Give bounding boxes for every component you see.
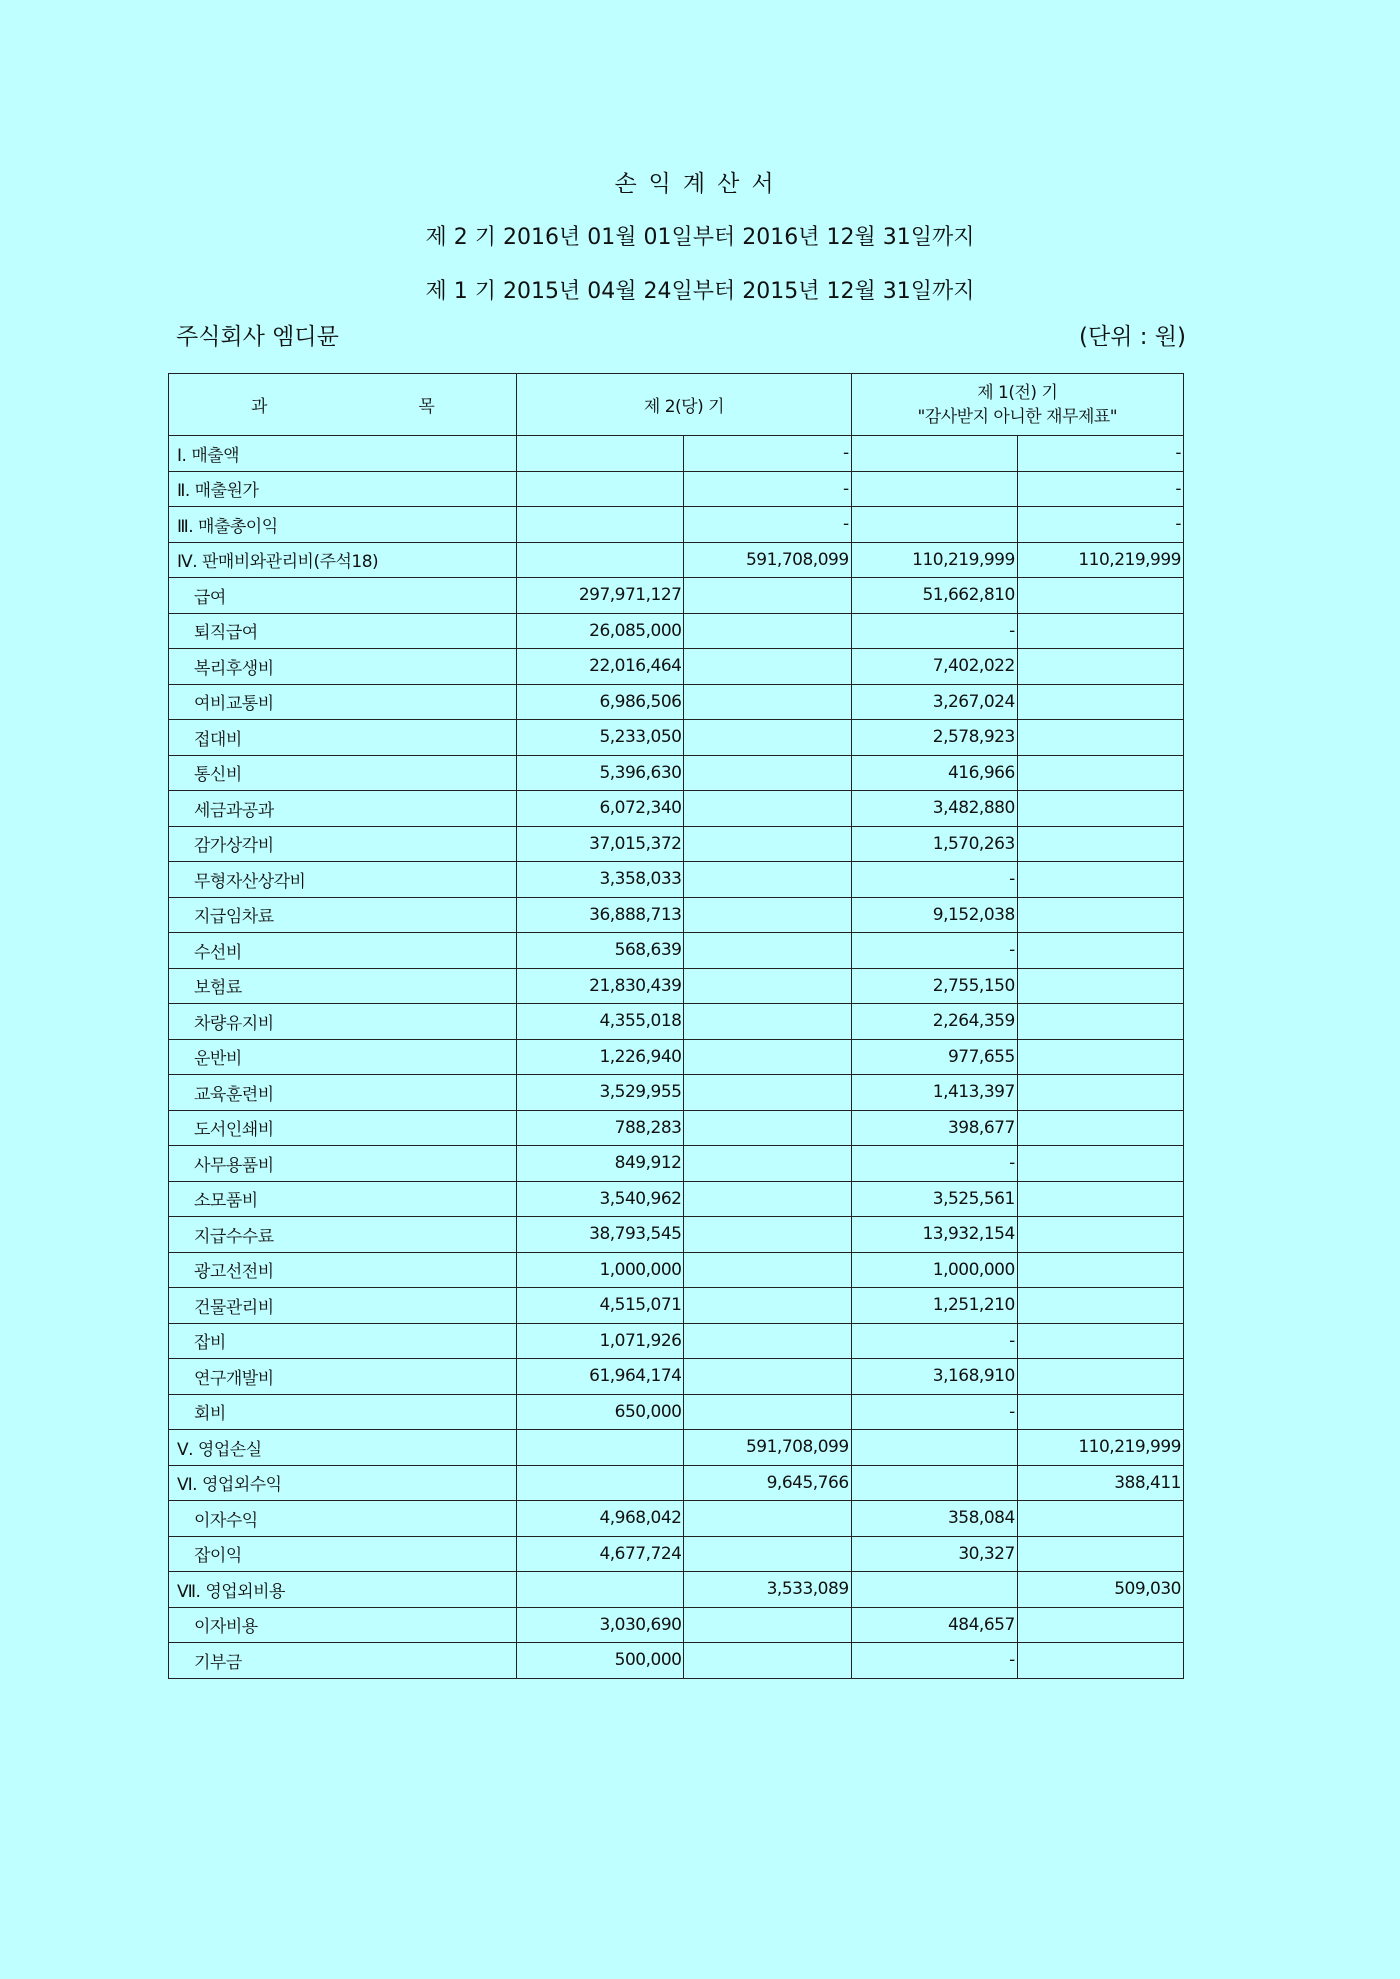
- prior-total-cell: [1017, 1075, 1183, 1111]
- current-detail-cell: 4,355,018: [517, 1004, 684, 1040]
- account-name-cell: 지급수수료: [169, 1217, 517, 1253]
- prior-total-cell: [1017, 1110, 1183, 1146]
- current-total-cell: 591,708,099: [684, 1430, 851, 1466]
- period-prior: 제 1 기 2015년 04월 24일부터 2015년 12월 31일까지: [425, 279, 975, 304]
- account-name-cell: 통신비: [169, 755, 517, 791]
- current-detail-cell: 788,283: [517, 1110, 684, 1146]
- account-name-cell: 교육훈련비: [169, 1075, 517, 1111]
- account-name-cell: 접대비: [169, 720, 517, 756]
- table-row: [169, 1288, 1184, 1324]
- header-prior-period: [851, 374, 1183, 436]
- account-name-cell: Ⅶ. 영업외비용: [169, 1572, 517, 1608]
- prior-total-cell: 388,411: [1017, 1465, 1183, 1501]
- table-row: [169, 1643, 1184, 1679]
- current-total-cell: [684, 720, 851, 756]
- prior-detail-cell: 13,932,154: [851, 1217, 1017, 1253]
- account-name-cell: 운반비: [169, 1039, 517, 1075]
- header-prior-line1: 제 1(전) 기: [977, 382, 1058, 403]
- prior-detail-cell: 110,219,999: [851, 542, 1017, 578]
- prior-detail-cell: 1,570,263: [851, 826, 1017, 862]
- current-total-cell: [684, 1075, 851, 1111]
- prior-total-cell: 110,219,999: [1017, 1430, 1183, 1466]
- prior-detail-cell: 9,152,038: [851, 897, 1017, 933]
- prior-total-cell: [1017, 968, 1183, 1004]
- prior-detail-cell: [851, 1572, 1017, 1608]
- header-current-period: 제 2(당) 기: [517, 374, 851, 436]
- table-row: [169, 968, 1184, 1004]
- current-total-cell: [684, 1039, 851, 1075]
- prior-total-cell: [1017, 684, 1183, 720]
- prior-total-cell: [1017, 1536, 1183, 1572]
- current-detail-cell: 1,071,926: [517, 1323, 684, 1359]
- current-total-cell: [684, 1288, 851, 1324]
- prior-detail-cell: 30,327: [851, 1536, 1017, 1572]
- prior-total-cell: [1017, 1039, 1183, 1075]
- current-total-cell: [684, 826, 851, 862]
- prior-detail-cell: -: [851, 1394, 1017, 1430]
- table-row: [169, 1004, 1184, 1040]
- prior-detail-cell: 358,084: [851, 1501, 1017, 1537]
- header-prior-line2: "감사받지 아니한 재무제표": [917, 406, 1118, 427]
- table-body: [169, 436, 1184, 1679]
- account-name-cell: 세금과공과: [169, 791, 517, 827]
- current-total-cell: [684, 755, 851, 791]
- prior-total-cell: [1017, 826, 1183, 862]
- prior-detail-cell: 398,677: [851, 1110, 1017, 1146]
- table-row: [169, 1217, 1184, 1253]
- prior-total-cell: [1017, 613, 1183, 649]
- prior-detail-cell: 1,000,000: [851, 1252, 1017, 1288]
- prior-total-cell: [1017, 1004, 1183, 1040]
- account-name-cell: 광고선전비: [169, 1252, 517, 1288]
- current-detail-cell: 26,085,000: [517, 613, 684, 649]
- current-detail-cell: 1,000,000: [517, 1252, 684, 1288]
- account-name-cell: 지급임차료: [169, 897, 517, 933]
- current-total-cell: [684, 1359, 851, 1395]
- prior-detail-cell: 3,168,910: [851, 1359, 1017, 1395]
- current-detail-cell: 61,964,174: [517, 1359, 684, 1395]
- table-row: [169, 1252, 1184, 1288]
- table-row: [169, 1181, 1184, 1217]
- current-total-cell: 591,708,099: [684, 542, 851, 578]
- prior-detail-cell: 2,578,923: [851, 720, 1017, 756]
- current-total-cell: [684, 649, 851, 685]
- current-detail-cell: [517, 1572, 684, 1608]
- table-row: [169, 1536, 1184, 1572]
- current-total-cell: [684, 791, 851, 827]
- account-name-cell: 사무용품비: [169, 1146, 517, 1182]
- prior-detail-cell: 2,755,150: [851, 968, 1017, 1004]
- current-detail-cell: 4,677,724: [517, 1536, 684, 1572]
- table-row: [169, 862, 1184, 898]
- current-detail-cell: 1,226,940: [517, 1039, 684, 1075]
- account-name-cell: 소모품비: [169, 1181, 517, 1217]
- statement-title: 손익계산서: [614, 171, 786, 197]
- current-total-cell: [684, 1146, 851, 1182]
- table-row: [169, 1430, 1184, 1466]
- table-row: [169, 1394, 1184, 1430]
- prior-detail-cell: -: [851, 1146, 1017, 1182]
- current-detail-cell: 3,540,962: [517, 1181, 684, 1217]
- table-row: [169, 1501, 1184, 1537]
- prior-total-cell: [1017, 755, 1183, 791]
- prior-total-cell: [1017, 1288, 1183, 1324]
- table-row: [169, 578, 1184, 614]
- current-total-cell: -: [684, 471, 851, 507]
- current-detail-cell: 650,000: [517, 1394, 684, 1430]
- prior-total-cell: [1017, 578, 1183, 614]
- current-detail-cell: 297,971,127: [517, 578, 684, 614]
- table-row: [169, 684, 1184, 720]
- account-name-cell: 이자수익: [169, 1501, 517, 1537]
- table-row: [169, 1075, 1184, 1111]
- prior-detail-cell: 484,657: [851, 1607, 1017, 1643]
- prior-detail-cell: 416,966: [851, 755, 1017, 791]
- current-detail-cell: 3,030,690: [517, 1607, 684, 1643]
- table-row: [169, 613, 1184, 649]
- prior-total-cell: [1017, 1607, 1183, 1643]
- table-row: [169, 826, 1184, 862]
- prior-total-cell: [1017, 1501, 1183, 1537]
- table-row: [169, 1465, 1184, 1501]
- current-total-cell: [684, 1536, 851, 1572]
- prior-total-cell: -: [1017, 507, 1183, 543]
- current-detail-cell: [517, 471, 684, 507]
- current-detail-cell: [517, 1465, 684, 1501]
- account-name-cell: 이자비용: [169, 1607, 517, 1643]
- account-name-cell: Ⅰ. 매출액: [169, 436, 517, 472]
- current-total-cell: [684, 1643, 851, 1679]
- prior-total-cell: 110,219,999: [1017, 542, 1183, 578]
- table-row: [169, 1359, 1184, 1395]
- prior-detail-cell: 977,655: [851, 1039, 1017, 1075]
- header-account: [169, 374, 517, 436]
- current-detail-cell: [517, 542, 684, 578]
- table-row: [169, 897, 1184, 933]
- current-total-cell: [684, 613, 851, 649]
- table-row: [169, 542, 1184, 578]
- current-detail-cell: [517, 1430, 684, 1466]
- current-detail-cell: 37,015,372: [517, 826, 684, 862]
- prior-detail-cell: 3,267,024: [851, 684, 1017, 720]
- current-total-cell: [684, 1217, 851, 1253]
- prior-total-cell: [1017, 862, 1183, 898]
- prior-detail-cell: -: [851, 862, 1017, 898]
- table-row: [169, 436, 1184, 472]
- current-total-cell: [684, 1110, 851, 1146]
- prior-total-cell: [1017, 720, 1183, 756]
- table-row: [169, 791, 1184, 827]
- prior-detail-cell: -: [851, 933, 1017, 969]
- prior-total-cell: -: [1017, 436, 1183, 472]
- current-total-cell: [684, 1323, 851, 1359]
- account-name-cell: 복리후생비: [169, 649, 517, 685]
- prior-total-cell: [1017, 1394, 1183, 1430]
- current-total-cell: [684, 1394, 851, 1430]
- prior-total-cell: [1017, 897, 1183, 933]
- account-name-cell: 보험료: [169, 968, 517, 1004]
- prior-detail-cell: 7,402,022: [851, 649, 1017, 685]
- table-row: [169, 1323, 1184, 1359]
- prior-total-cell: 509,030: [1017, 1572, 1183, 1608]
- prior-detail-cell: [851, 1430, 1017, 1466]
- current-detail-cell: 6,986,506: [517, 684, 684, 720]
- prior-detail-cell: 2,264,359: [851, 1004, 1017, 1040]
- current-total-cell: [684, 968, 851, 1004]
- current-detail-cell: 6,072,340: [517, 791, 684, 827]
- account-name-cell: Ⅴ. 영업손실: [169, 1430, 517, 1466]
- prior-detail-cell: 3,525,561: [851, 1181, 1017, 1217]
- prior-total-cell: [1017, 1217, 1183, 1253]
- table-row: [169, 720, 1184, 756]
- statement-header: [0, 165, 1400, 328]
- account-name-cell: 도서인쇄비: [169, 1110, 517, 1146]
- current-total-cell: [684, 1252, 851, 1288]
- table-row: [169, 1039, 1184, 1075]
- current-detail-cell: 38,793,545: [517, 1217, 684, 1253]
- account-name-cell: 건물관리비: [169, 1288, 517, 1324]
- prior-total-cell: [1017, 933, 1183, 969]
- table-row: [169, 649, 1184, 685]
- current-detail-cell: 22,016,464: [517, 649, 684, 685]
- account-name-cell: 수선비: [169, 933, 517, 969]
- current-total-cell: [684, 684, 851, 720]
- current-detail-cell: 5,396,630: [517, 755, 684, 791]
- current-total-cell: [684, 933, 851, 969]
- prior-detail-cell: [851, 471, 1017, 507]
- company-name: 주식회사 엠디뮨: [176, 324, 339, 350]
- current-detail-cell: [517, 436, 684, 472]
- header-account-right: 목: [418, 397, 435, 417]
- account-name-cell: 급여: [169, 578, 517, 614]
- current-total-cell: [684, 1501, 851, 1537]
- current-total-cell: [684, 897, 851, 933]
- prior-total-cell: [1017, 1146, 1183, 1182]
- current-total-cell: 9,645,766: [684, 1465, 851, 1501]
- table-row: [169, 1110, 1184, 1146]
- current-total-cell: -: [684, 436, 851, 472]
- account-name-cell: 무형자산상각비: [169, 862, 517, 898]
- account-name-cell: Ⅱ. 매출원가: [169, 471, 517, 507]
- prior-detail-cell: [851, 436, 1017, 472]
- table-row: [169, 1607, 1184, 1643]
- table-row: [169, 507, 1184, 543]
- account-name-cell: 잡이익: [169, 1536, 517, 1572]
- prior-total-cell: [1017, 1252, 1183, 1288]
- account-name-cell: 감가상각비: [169, 826, 517, 862]
- current-total-cell: [684, 862, 851, 898]
- current-detail-cell: 21,830,439: [517, 968, 684, 1004]
- current-detail-cell: 568,639: [517, 933, 684, 969]
- current-detail-cell: 500,000: [517, 1643, 684, 1679]
- prior-detail-cell: -: [851, 1643, 1017, 1679]
- account-name-cell: 차량유지비: [169, 1004, 517, 1040]
- prior-total-cell: [1017, 1359, 1183, 1395]
- prior-detail-cell: [851, 507, 1017, 543]
- current-detail-cell: 36,888,713: [517, 897, 684, 933]
- current-detail-cell: 5,233,050: [517, 720, 684, 756]
- prior-total-cell: [1017, 1181, 1183, 1217]
- prior-total-cell: [1017, 1643, 1183, 1679]
- current-total-cell: [684, 1607, 851, 1643]
- account-name-cell: 회비: [169, 1394, 517, 1430]
- account-name-cell: 연구개발비: [169, 1359, 517, 1395]
- header-account-left: 과: [251, 397, 267, 417]
- table-row: [169, 755, 1184, 791]
- prior-detail-cell: 51,662,810: [851, 578, 1017, 614]
- prior-total-cell: [1017, 791, 1183, 827]
- current-detail-cell: 3,529,955: [517, 1075, 684, 1111]
- prior-detail-cell: [851, 1465, 1017, 1501]
- current-total-cell: [684, 1004, 851, 1040]
- current-detail-cell: [517, 507, 684, 543]
- table-row: [169, 471, 1184, 507]
- account-name-cell: 잡비: [169, 1323, 517, 1359]
- prior-detail-cell: 1,251,210: [851, 1288, 1017, 1324]
- table-row: [169, 1146, 1184, 1182]
- income-statement-table: [168, 373, 1184, 1679]
- table-row: [169, 1572, 1184, 1608]
- prior-detail-cell: 1,413,397: [851, 1075, 1017, 1111]
- account-name-cell: Ⅳ. 판매비와관리비(주석18): [169, 542, 517, 578]
- period-current: 제 2 기 2016년 01월 01일부터 2016년 12월 31일까지: [425, 225, 975, 250]
- prior-detail-cell: -: [851, 1323, 1017, 1359]
- unit-label: (단위 : 원): [1079, 324, 1186, 350]
- prior-total-cell: [1017, 649, 1183, 685]
- prior-total-cell: -: [1017, 471, 1183, 507]
- table-row: [169, 933, 1184, 969]
- current-total-cell: 3,533,089: [684, 1572, 851, 1608]
- current-detail-cell: 849,912: [517, 1146, 684, 1182]
- account-name-cell: 기부금: [169, 1643, 517, 1679]
- account-name-cell: 여비교통비: [169, 684, 517, 720]
- current-total-cell: [684, 1181, 851, 1217]
- account-name-cell: 퇴직급여: [169, 613, 517, 649]
- prior-total-cell: [1017, 1323, 1183, 1359]
- current-detail-cell: 3,358,033: [517, 862, 684, 898]
- account-name-cell: Ⅵ. 영업외수익: [169, 1465, 517, 1501]
- table-header-row: [169, 374, 1184, 436]
- current-detail-cell: 4,968,042: [517, 1501, 684, 1537]
- prior-detail-cell: -: [851, 613, 1017, 649]
- account-name-cell: Ⅲ. 매출총이익: [169, 507, 517, 543]
- prior-detail-cell: 3,482,880: [851, 791, 1017, 827]
- current-total-cell: -: [684, 507, 851, 543]
- current-detail-cell: 4,515,071: [517, 1288, 684, 1324]
- current-total-cell: [684, 578, 851, 614]
